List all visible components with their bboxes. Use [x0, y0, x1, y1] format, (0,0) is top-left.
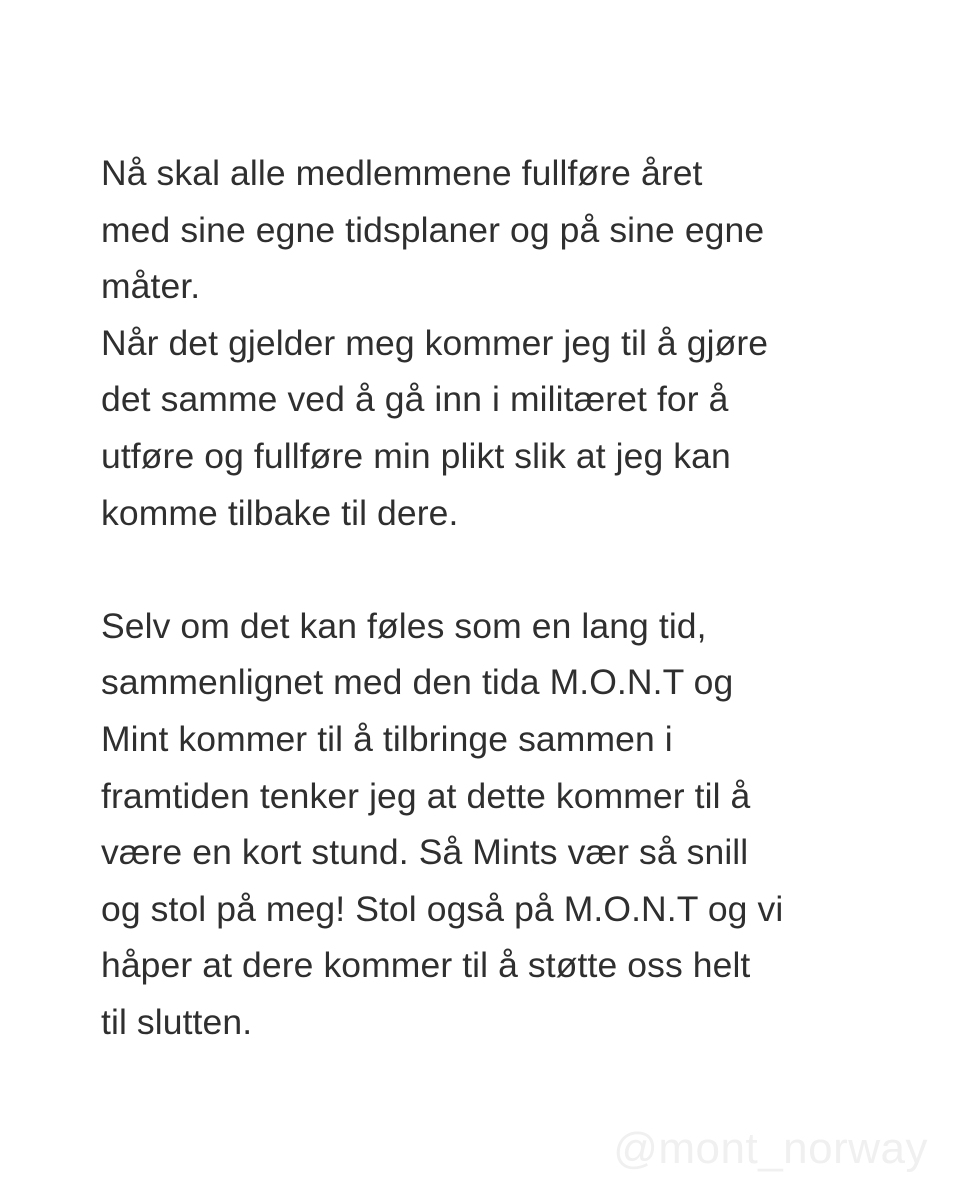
- note-line: til slutten.: [101, 1001, 253, 1042]
- note-line: Selv om det kan føles som en lang tid,: [101, 605, 707, 646]
- watermark: @mont_norway: [613, 1124, 928, 1173]
- note-line: det samme ved å gå inn i militæret for å: [101, 379, 729, 420]
- note-line: Når det gjelder meg kommer jeg til å gjøre: [101, 322, 769, 363]
- note-line: framtiden tenker jeg at dette kommer til å: [101, 775, 751, 816]
- paragraph-spacer: [101, 541, 901, 598]
- note-body: [101, 145, 901, 1051]
- note-line: utføre og fullføre min plikt slik at jeg kan: [101, 435, 731, 476]
- note-line: med sine egne tidsplaner og på sine egne: [101, 209, 765, 250]
- note-line: og stol på meg! Stol også på M.O.N.T og vi: [101, 888, 784, 929]
- note-line: sammenlignet med den tida M.O.N.T og: [101, 662, 734, 703]
- note-line: måter.: [101, 266, 201, 307]
- note-line: Mint kommer til å tilbringe sammen i: [101, 718, 673, 759]
- note-line: håper at dere kommer til å støtte oss helt: [101, 945, 751, 986]
- note-line: Nå skal alle medlemmene fullføre året: [101, 153, 703, 193]
- note-line: være en kort stund. Så Mints vær så snill: [101, 832, 749, 873]
- note-line: komme tilbake til dere.: [101, 492, 459, 533]
